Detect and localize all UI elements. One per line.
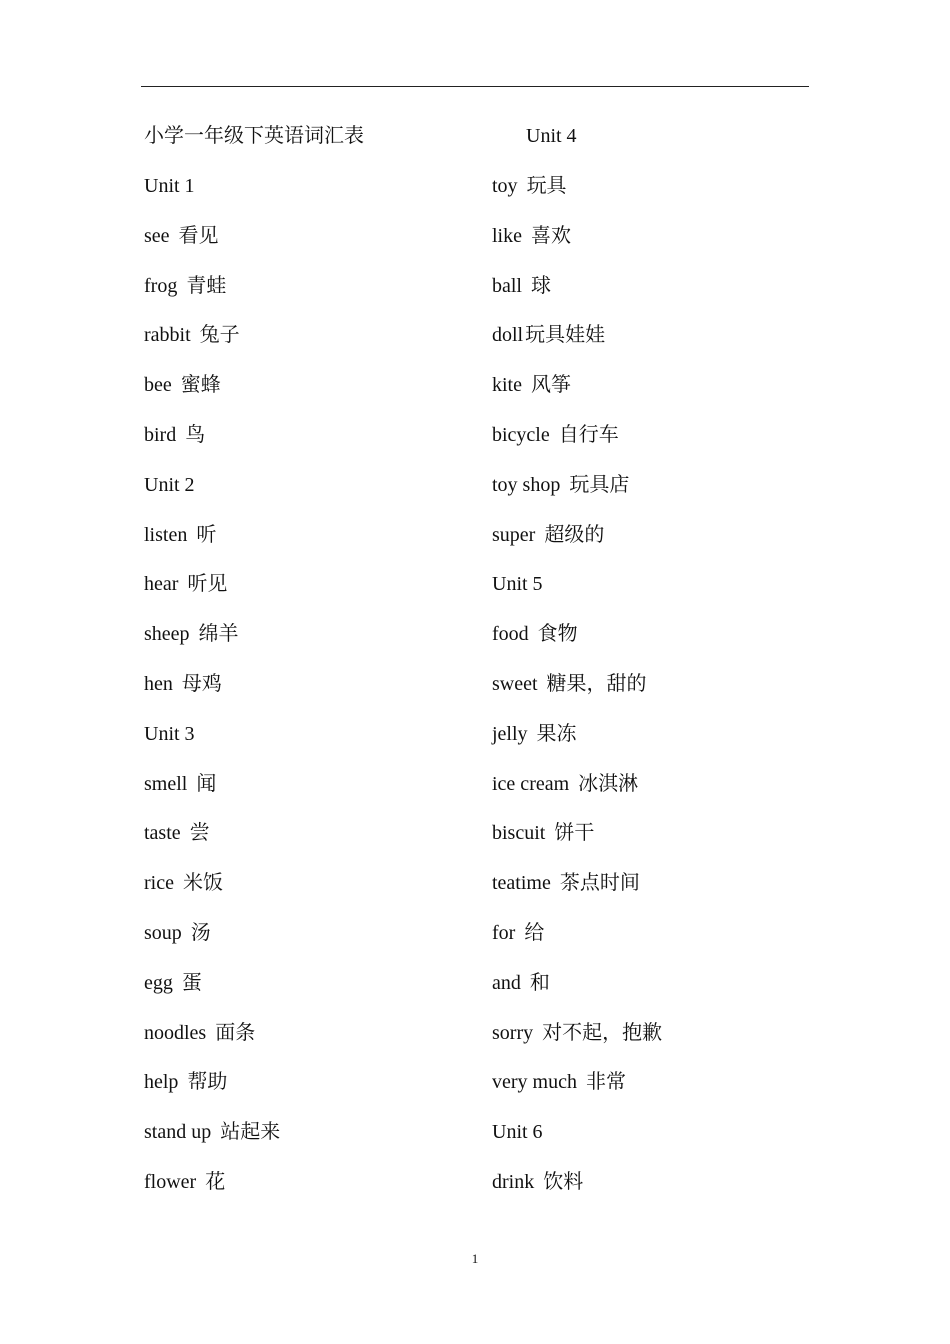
chinese-meaning: 果冻 — [536, 722, 577, 745]
chinese-meaning: 尝 — [189, 822, 210, 845]
vocab-row — [144, 1019, 280, 1069]
vocab-row — [144, 172, 280, 222]
vocab-row — [492, 471, 662, 521]
vocab-row — [144, 371, 280, 421]
english-word: ice cream — [492, 772, 570, 795]
chinese-meaning: 冰淇淋 — [578, 772, 639, 795]
english-word: super — [492, 523, 536, 546]
chinese-meaning: 喜欢 — [531, 224, 571, 247]
chinese-meaning: 给 — [524, 921, 545, 944]
english-word: and — [492, 971, 521, 994]
english-word: rabbit — [144, 324, 191, 347]
page-number: 1 — [471, 1251, 479, 1266]
vocab-row — [144, 620, 280, 670]
vocab-row — [144, 272, 280, 322]
english-word: toy shop — [492, 473, 561, 496]
vocab-row — [492, 371, 662, 421]
english-word: kite — [492, 374, 522, 397]
vocab-row — [492, 620, 662, 670]
vocab-row — [144, 869, 280, 919]
chinese-meaning: 对不起，抱歉 — [542, 1021, 663, 1044]
english-word: Unit 1 — [144, 175, 195, 197]
vocab-row — [144, 670, 280, 720]
vocab-row — [144, 770, 280, 820]
vocab-row — [144, 1118, 280, 1168]
chinese-meaning: 鸟 — [185, 423, 206, 446]
chinese-meaning: 蛋 — [181, 971, 202, 994]
header-rule — [141, 86, 809, 87]
english-word: Unit 2 — [144, 473, 195, 496]
chinese-meaning: 饼干 — [554, 822, 595, 845]
vocab-row — [144, 919, 280, 969]
english-word: biscuit — [492, 822, 546, 845]
unit-4-heading: Unit 4 — [526, 125, 577, 147]
english-word: for — [492, 921, 516, 944]
vocab-row — [492, 720, 662, 770]
vocab-row — [492, 272, 662, 322]
chinese-meaning: 兔子 — [199, 324, 240, 347]
chinese-meaning: 站起来 — [220, 1121, 281, 1144]
chinese-meaning: 母鸡 — [181, 672, 222, 695]
vocab-row — [492, 770, 662, 820]
english-word: bee — [144, 374, 172, 397]
vocab-row — [492, 421, 662, 471]
english-word: soup — [144, 921, 182, 944]
english-word: food — [492, 623, 529, 646]
vocab-row — [492, 570, 662, 620]
vocab-row — [492, 1168, 662, 1218]
chinese-meaning: 闻 — [196, 772, 217, 795]
english-word: listen — [144, 523, 188, 546]
english-word: toy — [492, 175, 518, 197]
vocab-row — [144, 720, 280, 770]
english-word: like — [492, 224, 522, 247]
chinese-meaning: 糖果，甜的 — [546, 672, 647, 695]
vocab-row — [144, 521, 280, 571]
chinese-meaning: 青蛙 — [186, 274, 227, 297]
chinese-meaning: 自行车 — [558, 423, 619, 446]
vocab-row — [144, 471, 280, 521]
vocab-row — [492, 521, 662, 571]
vocab-row — [144, 1168, 280, 1218]
english-word: doll — [492, 324, 524, 347]
english-word: smell — [144, 772, 188, 795]
english-word: teatime — [492, 872, 551, 895]
chinese-meaning: 茶点时间 — [559, 872, 640, 895]
chinese-meaning: 玩具 — [526, 175, 567, 197]
vocab-row — [492, 969, 662, 1019]
chinese-meaning: 帮助 — [187, 1071, 228, 1094]
english-word: rice — [144, 872, 174, 895]
english-word: bird — [144, 423, 177, 446]
chinese-meaning: 风筝 — [531, 374, 571, 397]
english-word: sorry — [492, 1021, 534, 1044]
vocab-row — [492, 869, 662, 919]
page-title: 小学一年级下英语词汇表 — [144, 125, 364, 147]
english-word: noodles — [144, 1021, 207, 1044]
vocab-row — [492, 819, 662, 869]
vocab-row — [144, 570, 280, 620]
english-word: bicycle — [492, 423, 550, 446]
vocab-row — [144, 969, 280, 1019]
vocab-row — [144, 321, 280, 371]
vocab-row — [144, 819, 280, 869]
chinese-meaning: 非常 — [585, 1071, 626, 1094]
vocab-row — [144, 1068, 280, 1118]
vocab-row — [492, 919, 662, 969]
chinese-meaning: 蜜蜂 — [180, 374, 221, 397]
english-word: taste — [144, 822, 181, 845]
english-word: sweet — [492, 672, 538, 695]
english-word: Unit 6 — [492, 1121, 543, 1144]
english-word: help — [144, 1071, 179, 1094]
english-word: hear — [144, 573, 179, 596]
chinese-meaning: 和 — [529, 971, 550, 994]
vocab-row — [492, 321, 662, 371]
chinese-meaning: 食物 — [537, 623, 578, 646]
chinese-meaning: 绵羊 — [198, 623, 239, 646]
chinese-meaning: 玩具娃娃 — [525, 324, 606, 347]
english-word: egg — [144, 971, 173, 994]
vocab-row — [492, 670, 662, 720]
chinese-meaning: 面条 — [215, 1021, 256, 1044]
chinese-meaning: 汤 — [190, 921, 211, 944]
chinese-meaning: 球 — [531, 274, 551, 297]
chinese-meaning: 花 — [205, 1170, 226, 1193]
vocab-row — [492, 1068, 662, 1118]
vocab-row — [492, 1118, 662, 1168]
english-word: Unit 3 — [144, 722, 195, 745]
vocab-row — [492, 172, 662, 222]
vocab-row — [144, 222, 280, 272]
english-word: ball — [492, 274, 522, 297]
chinese-meaning: 玩具店 — [569, 473, 630, 496]
chinese-meaning: 饮料 — [543, 1170, 584, 1193]
english-word: flower — [144, 1170, 197, 1193]
english-word: jelly — [492, 722, 528, 745]
chinese-meaning: 看见 — [178, 224, 219, 247]
chinese-meaning: 听见 — [187, 573, 228, 596]
left-vocabulary-list — [144, 172, 280, 1218]
chinese-meaning: 听 — [196, 523, 217, 546]
vocab-row — [492, 222, 662, 272]
english-word: hen — [144, 672, 173, 695]
english-word: sheep — [144, 623, 190, 646]
english-word: Unit 5 — [492, 573, 543, 596]
right-vocabulary-list — [492, 172, 662, 1218]
vocab-row — [492, 1019, 662, 1069]
chinese-meaning: 米饭 — [182, 872, 223, 895]
chinese-meaning: 超级的 — [544, 523, 605, 546]
english-word: stand up — [144, 1121, 212, 1144]
english-word: very much — [492, 1071, 577, 1094]
vocab-row — [144, 421, 280, 471]
english-word: drink — [492, 1170, 535, 1193]
english-word: see — [144, 224, 170, 247]
english-word: frog — [144, 274, 178, 297]
